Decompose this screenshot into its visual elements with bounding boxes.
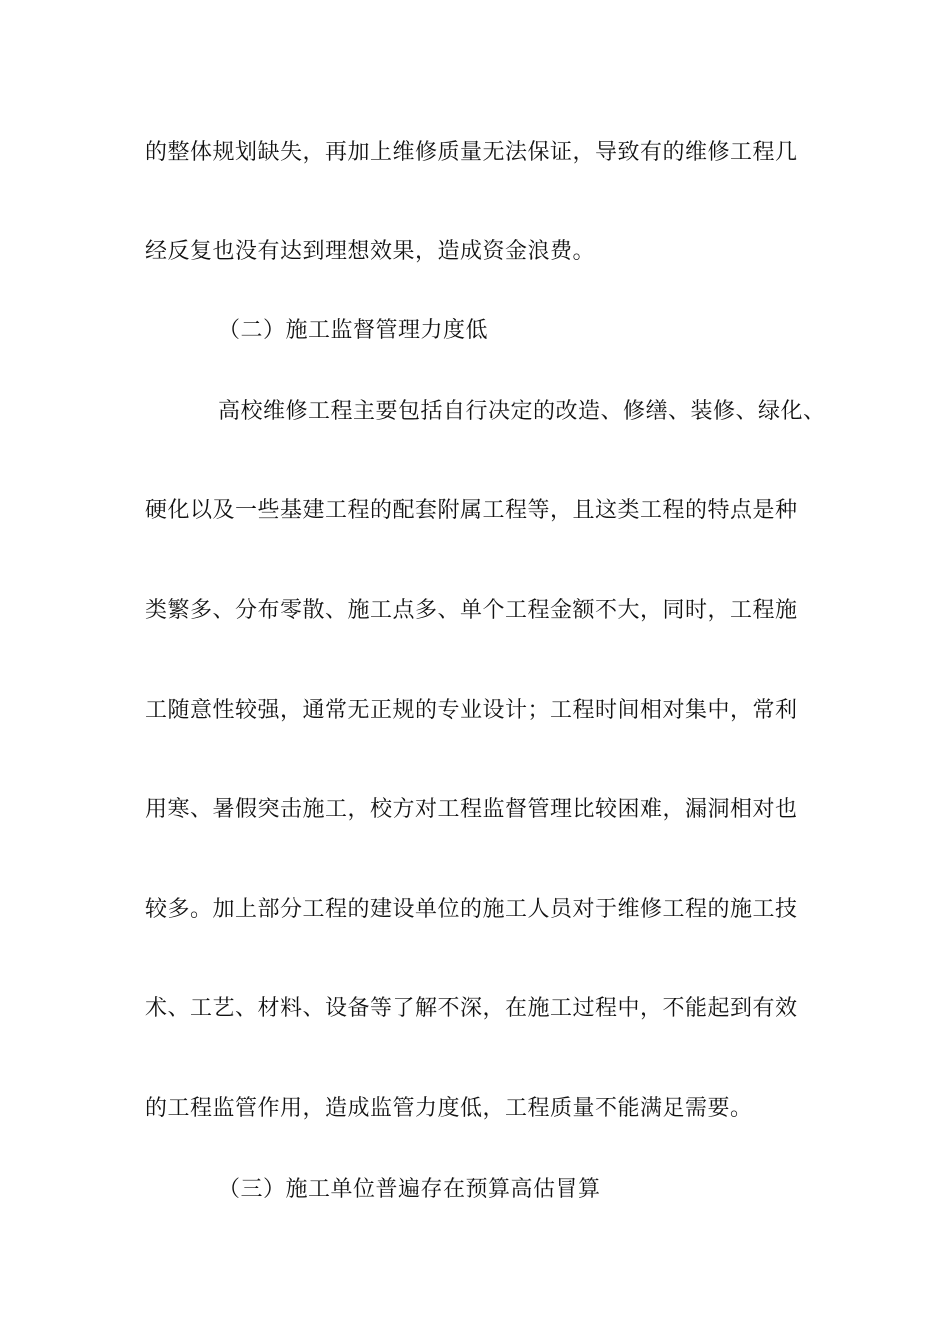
paragraph-line: 较多。加上部分工程的建设单位的施工人员对于维修工程的施工技	[145, 897, 798, 922]
section-heading: （二）施工监督管理力度低	[218, 318, 489, 343]
paragraph-line: 工随意性较强，通常无正规的专业设计；工程时间相对集中，常利	[145, 698, 798, 723]
paragraph-line: 高校维修工程主要包括自行决定的改造、修缮、装修、绿化、	[218, 399, 826, 424]
section-heading: （三）施工单位普遍存在预算高估冒算	[218, 1177, 601, 1202]
paragraph-line: 经反复也没有达到理想效果，造成资金浪费。	[145, 239, 596, 264]
paragraph-line: 术、工艺、材料、设备等了解不深，在施工过程中，不能起到有效	[145, 996, 798, 1021]
paragraph-line: 用寒、暑假突击施工，校方对工程监督管理比较困难，漏洞相对也	[145, 797, 798, 822]
paragraph-line: 类繁多、分布零散、施工点多、单个工程金额不大，同时，工程施	[145, 598, 798, 623]
paragraph-line: 的工程监管作用，造成监管力度低，工程质量不能满足需要。	[145, 1096, 753, 1121]
paragraph-line: 硬化以及一些基建工程的配套附属工程等，且这类工程的特点是种	[145, 498, 798, 523]
paragraph-line: 的整体规划缺失，再加上维修质量无法保证，导致有的维修工程几	[145, 140, 798, 165]
